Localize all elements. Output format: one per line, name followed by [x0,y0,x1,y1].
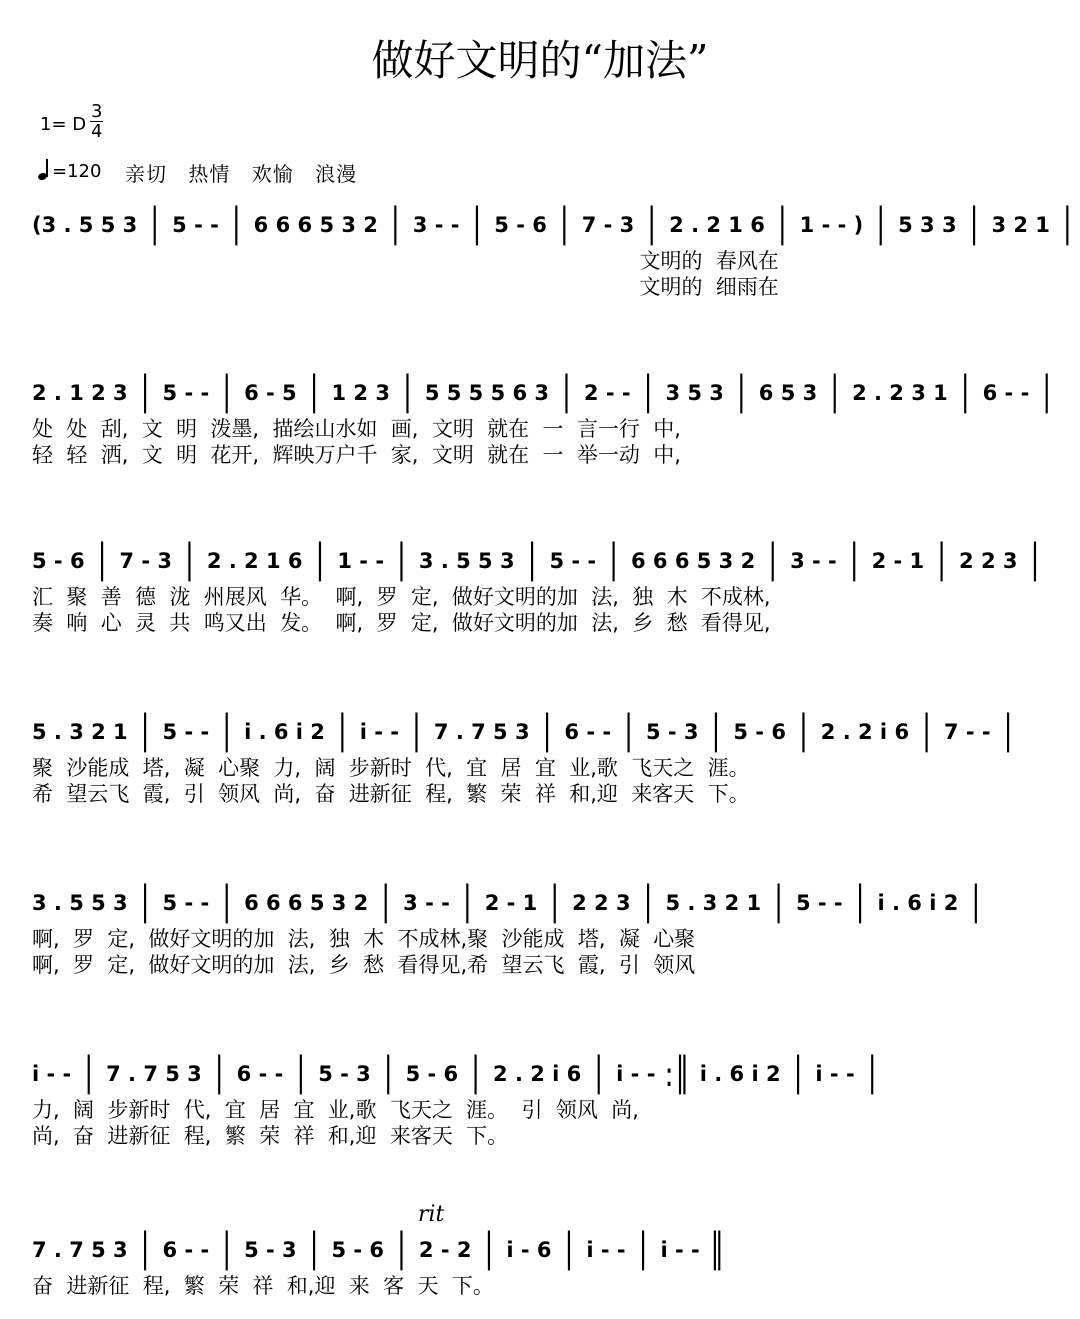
bar-line: │ [634,1230,652,1270]
measure: 5 . 3 2 1 [665,891,762,915]
bar-line: │ [1026,541,1044,581]
measure: 6 - 5 [244,381,297,405]
bar-line: │ [218,712,236,752]
bar-line: │ [333,712,351,752]
bar-line: │ [851,883,869,923]
measure: i - - [359,720,400,744]
bar-line: │ [999,712,1017,752]
measure: 2 . 2 i 6 [493,1062,582,1086]
bar-line: │ [480,1230,498,1270]
mood-word: 欢愉 [251,162,294,186]
lyrics-verse-1: 汇 聚 善 德 泷 州展风 华。 啊, 罗 定, 做好文明的加 法, 独 木 不成林, [32,585,771,609]
measure: 2 . 2 i 6 [820,720,910,744]
bar-line: :║ [664,1054,691,1094]
measure: i . 6 i 2 [244,720,325,744]
time-signature [90,102,103,141]
measure: 2 . 2 3 1 [852,381,948,405]
measure: 5 - - [162,381,210,405]
measure: (3 . 5 5 3 [32,213,138,237]
bar-line: │ [845,541,863,581]
measure: i - - [32,1062,72,1086]
measure: 7 - 3 [581,213,635,237]
measure: i - - [616,1062,656,1086]
bar-line: │ [794,712,812,752]
measure: 5 - 6 [32,549,85,573]
bar-line: │ [93,541,111,581]
measure: 5 - - [162,720,210,744]
measure: 2 . 2 1 6 [206,549,303,573]
bar-line: │ [863,1054,881,1094]
measure: i - - [586,1238,626,1262]
measure: 5 - 6 [494,213,547,237]
bar-line: │ [80,1054,98,1094]
song-title: 做好文明的“加法” [371,36,709,85]
measure: 7 . 7 5 3 [32,1238,128,1262]
measure: 3 - - [790,549,837,573]
notes-line [32,1054,890,1094]
mood-word: 热情 [188,162,231,186]
bar-line: │ [558,373,575,413]
measure: 1 2 3 [331,381,390,405]
bar-line: │ [386,205,404,245]
bar-line: │ [789,1054,807,1094]
bar-line: │ [305,373,323,413]
measure: i . 6 i 2 [699,1062,781,1086]
mood-word: 浪漫 [315,162,358,186]
measure: 5 5 5 5 6 3 [424,381,550,405]
measure: 7 . 7 5 3 [106,1062,202,1086]
bar-line: │ [918,712,935,752]
lyrics-verse-2: 奏 响 心 灵 共 鸣又出 发。 啊, 罗 定, 做好文明的加 法, 乡 愁 看得见, [32,611,771,635]
bar-line: ║ [708,1230,726,1270]
measure: 2 2 3 [959,549,1018,573]
measure: 5 3 3 [898,213,957,237]
lyrics-verse-2: 轻 轻 洒, 文 明 花开, 辉映万户千 家, 文明 就在 一 举一动 中, [32,443,681,467]
mood-word: 亲切 [125,162,167,186]
measure: 3 . 5 5 3 [418,549,515,573]
measure: 6 - - [162,1238,210,1262]
bar-line: │ [468,205,486,245]
bar-line: │ [872,205,890,245]
lyrics-verse-1: 力, 阔 步新时 代, 宜 居 宜 业,歌 飞天之 涯。 引 领风 尚, [32,1098,639,1122]
quarter-note-icon [38,160,52,180]
lyrics-verse-2: 啊, 罗 定, 做好文明的加 法, 乡 愁 看得见,希 望云飞 霞, 引 领风 [32,953,696,977]
measure: 3 5 3 [665,381,724,405]
bar-line: │ [1038,373,1056,413]
notes-line [32,541,1052,581]
bar-line: │ [218,883,236,923]
measure: 7 - - [943,720,991,744]
bar-line: │ [643,205,661,245]
bar-line: │ [1058,205,1076,245]
measure: 3 . 5 5 3 [32,891,128,915]
measure: 3 - - [403,891,450,915]
measure: 2 - 1 [484,891,538,915]
measure: i - - [815,1062,855,1086]
measure: 2 - - [583,381,631,405]
bar-line: │ [956,373,974,413]
bar-line: │ [707,712,725,752]
measure: 3 2 1 [991,213,1050,237]
bar-line: │ [773,205,791,245]
measure: 7 . 7 5 3 [433,720,530,744]
bar-line: │ [379,1054,397,1094]
measure: 1 - - ) [799,213,864,237]
lyrics-verse-2: 希 望云飞 霞, 引 领风 尚, 奋 进新征 程, 繁 荣 祥 和,迎 来客天 下。 [32,782,750,806]
measure: 6 - - [982,381,1030,405]
measure: 5 - - [172,213,219,237]
bar-line: │ [227,205,245,245]
bar-line: │ [458,883,476,923]
ritardando-marking: rit [418,1202,445,1227]
notes-line [32,205,1080,245]
measure: 3 - - [412,213,460,237]
measure: 2 - 1 [871,549,925,573]
lyrics-verse-1: 啊, 罗 定, 做好文明的加 法, 独 木 不成林,聚 沙能成 塔, 凝 心聚 [32,927,696,951]
measure: 2 . 1 2 3 [32,381,128,405]
measure: i . 6 i 2 [877,891,959,915]
bar-line: │ [764,541,782,581]
measure: 5 - - [162,891,210,915]
measure: 5 - 3 [318,1062,371,1086]
bar-line: │ [523,541,541,581]
notes-line [32,712,1025,752]
lyrics-verse-1: 聚 沙能成 塔, 凝 心聚 力, 阔 步新时 代, 宜 居 宜 业,歌 飞天之 涯。 [32,756,750,780]
lyrics-verse-1: 奋 进新征 程, 繁 荣 祥 和,迎 来 客 天 下。 [32,1274,494,1298]
bar-line: │ [826,373,844,413]
measure: 6 - - [236,1062,284,1086]
notes-line [32,1230,735,1270]
tempo-value: =120 [52,161,102,182]
bar-line: │ [136,1230,154,1270]
bar-line: │ [146,205,164,245]
lyrics-verse-2: 尚, 奋 进新征 程, 繁 荣 祥 和,迎 来客天 下。 [32,1124,509,1148]
measure: 2 . 2 1 6 [669,213,765,237]
measure: 6 6 6 5 3 2 [630,549,756,573]
bar-line: │ [136,712,154,752]
bar-line: │ [218,373,236,413]
bar-line: │ [967,883,985,923]
measure: 5 . 3 2 1 [32,720,128,744]
bar-line: │ [393,541,410,581]
bar-line: │ [136,373,154,413]
measure: 5 - - [795,891,843,915]
measure: 5 - 3 [244,1238,297,1262]
measure: 7 - 3 [119,549,172,573]
bar-line: │ [377,883,395,923]
time-signature-bottom: 4 [91,121,103,142]
bar-line: │ [546,883,564,923]
measure: 5 - 6 [331,1238,385,1262]
bar-line: │ [218,1230,236,1270]
bar-line: │ [770,883,787,923]
bar-line: │ [311,541,329,581]
bar-line: │ [180,541,198,581]
bar-line: │ [605,541,622,581]
tempo-marking [38,160,101,182]
notes-line [32,373,1064,413]
measure: 2 2 3 [572,891,631,915]
bar-line: │ [136,883,154,923]
bar-line: │ [933,541,951,581]
measure: 6 - - [564,720,612,744]
bar-line: │ [393,1230,410,1270]
lyrics-verse-1: 文明的 春风在 [32,249,779,273]
lyrics-verse-2: 文明的 细雨在 [32,275,779,299]
measure: 1 - - [337,549,385,573]
measure: 5 - - [549,549,597,573]
bar-line: │ [398,373,416,413]
measure: 5 - 6 [405,1062,459,1086]
bar-line: │ [210,1054,228,1094]
bar-line: │ [732,373,750,413]
measure: 6 5 3 [758,381,818,405]
notes-line [32,883,993,923]
bar-line: │ [305,1230,323,1270]
mood-markings [125,158,371,187]
measure: i - - [660,1238,700,1262]
measure: i - 6 [506,1238,552,1262]
measure: 6 6 6 5 3 2 [244,891,369,915]
measure: 6 6 6 5 3 2 [253,213,378,237]
bar-line: │ [408,712,425,752]
bar-line: │ [292,1054,310,1094]
time-signature-top: 3 [91,101,103,122]
bar-line: │ [467,1054,485,1094]
measure: 2 - 2 [418,1238,472,1262]
lyrics-verse-1: 处 处 刮, 文 明 泼墨, 描绘山水如 画, 文明 就在 一 言一行 中, [32,417,681,441]
bar-line: │ [620,712,637,752]
bar-line: │ [538,712,556,752]
bar-line: │ [560,1230,578,1270]
bar-line: │ [590,1054,608,1094]
bar-line: │ [555,205,573,245]
key-signature: 1= D [40,114,87,135]
bar-line: │ [639,883,657,923]
bar-line: │ [639,373,657,413]
measure: 5 - 3 [645,720,699,744]
bar-line: │ [965,205,983,245]
measure: 5 - 6 [733,720,786,744]
